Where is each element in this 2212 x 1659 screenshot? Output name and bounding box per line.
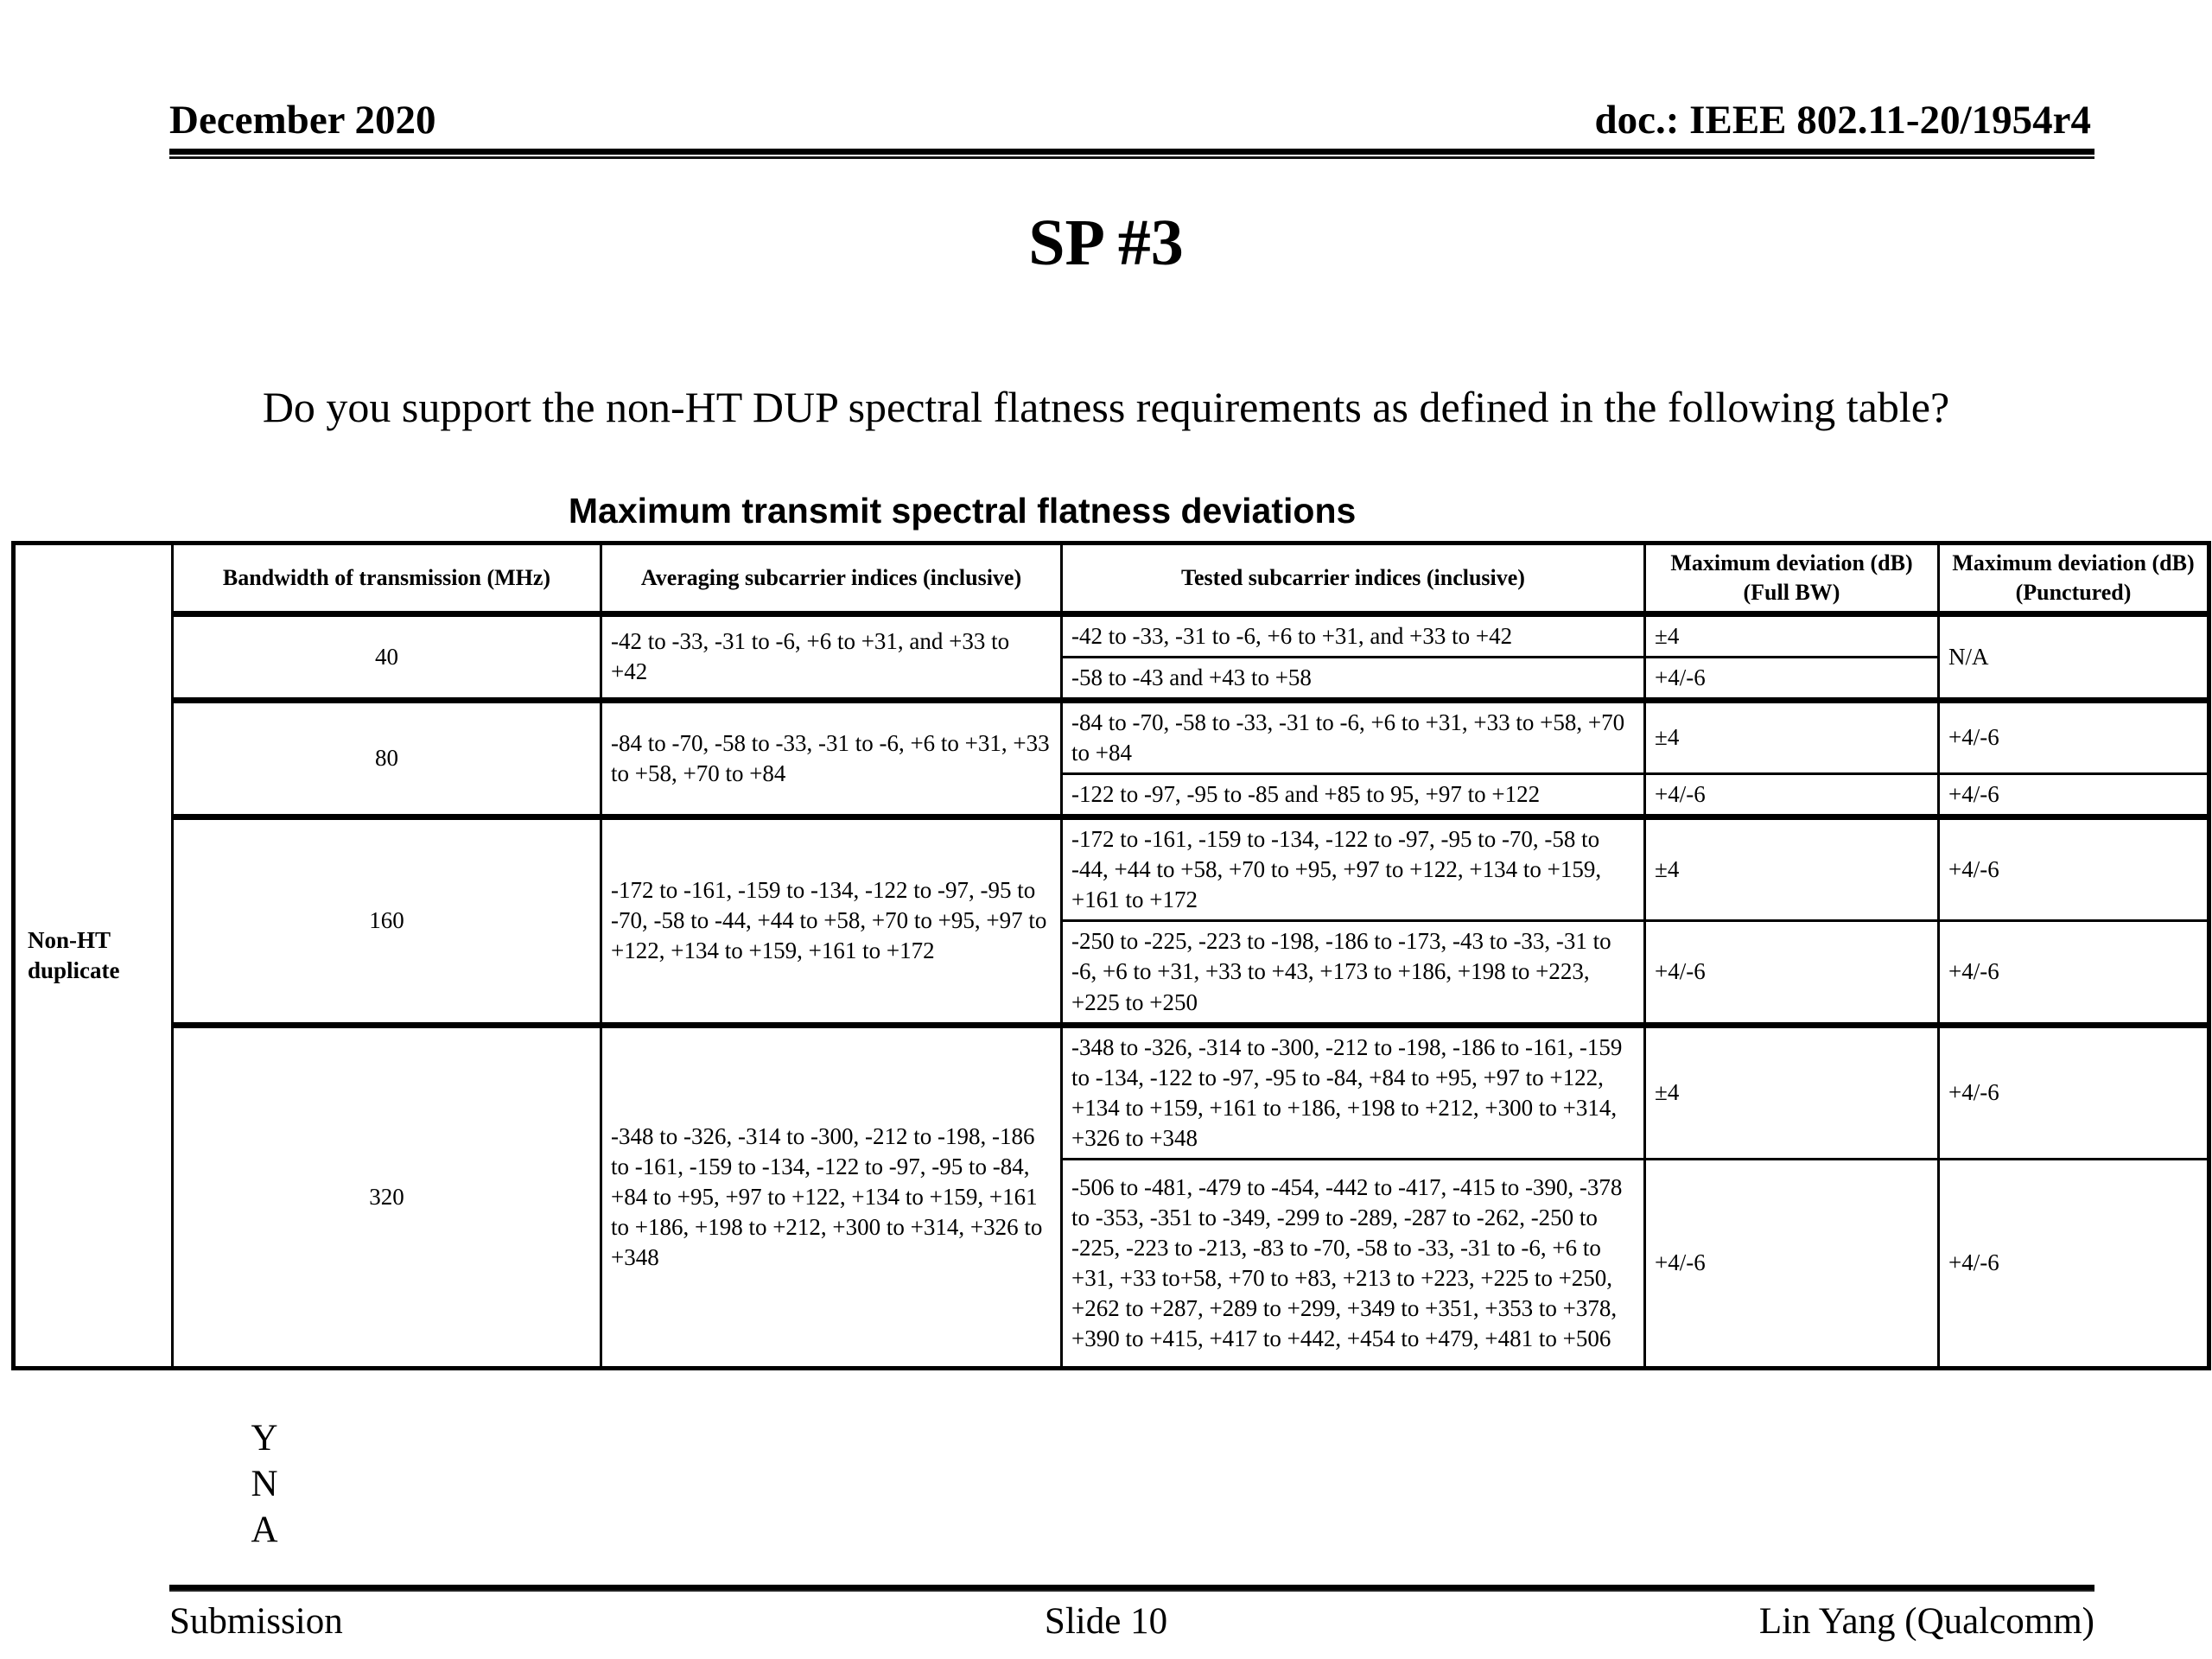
tested-80b: -122 to -97, -95 to -85 and +85 to 95, +97 to +122 [1062,773,1645,817]
option-yes: Y [251,1418,278,1459]
fullbw-160a: ±4 [1645,817,1939,921]
table-row [14,613,2209,657]
option-no: N [251,1464,278,1504]
table-row [14,817,2209,921]
punctured-80a: +4/-6 [1939,700,2209,773]
bandwidth-320: 320 [173,1025,601,1368]
col-header-maxdev-punctured: Maximum deviation (dB) (Punctured) [1939,543,2209,614]
punctured-160a: +4/-6 [1939,817,2209,921]
punctured-80b: +4/-6 [1939,773,2209,817]
tested-40a: -42 to -33, -31 to -6, +6 to +31, and +33 to +42 [1062,613,1645,657]
fullbw-160b: +4/-6 [1645,921,1939,1025]
bandwidth-160: 160 [173,817,601,1026]
spectral-flatness-table [11,541,2211,1370]
header-rule [169,149,2094,156]
fullbw-320a: ±4 [1645,1025,1939,1159]
option-abstain: A [251,1510,278,1550]
table-row [14,1025,2209,1159]
tested-320b: -506 to -481, -479 to -454, -442 to -417, -415 to -390, -378 to -353, -351 to -349, -299 to -289, -287 to -262, -250 to -225, -223 to -213, -83 to -70, -58 to -33, -31 to -6, +6 to +31, +33 to+58, +70 to +83, +213 to +223, +225 to +250, +262 to +287, +289 to +299, +349 to +351, +353 to +378, +390 to +415, +417 to +442, +454 to +479, +481 to +506 [1062,1160,1645,1369]
footer-author: Lin Yang (Qualcomm) [1758,1601,2094,1642]
header-date: December 2020 [169,98,436,143]
row-group-label: Non-HT duplicate [14,543,173,1369]
table-row [14,700,2209,773]
fullbw-40a: ±4 [1645,613,1939,657]
question-text: Do you support the non-HT DUP spectral flatness requirements as defined in the following table? [262,383,1950,431]
tested-320a: -348 to -326, -314 to -300, -212 to -198, -186 to -161, -159 to -134, -122 to -97, -95 to -84, +84 to +95, +97 to +122, +134 to +159, +161 to +186, +198 to +212, +300 to +314, +326 to +348 [1062,1025,1645,1159]
fullbw-80b: +4/-6 [1645,773,1939,817]
tested-80a: -84 to -70, -58 to -33, -31 to -6, +6 to +31, +33 to +58, +70 to +84 [1062,700,1645,773]
punctured-320a: +4/-6 [1939,1025,2209,1159]
col-header-averaging: Averaging subcarrier indices (inclusive) [601,543,1062,614]
col-header-bandwidth: Bandwidth of transmission (MHz) [173,543,601,614]
tested-160a: -172 to -161, -159 to -134, -122 to -97, -95 to -70, -58 to -44, +44 to +58, +70 to +95, +97 to +122, +134 to +159, +161 to +172 [1062,817,1645,921]
fullbw-40b: +4/-6 [1645,657,1939,700]
averaging-40: -42 to -33, -31 to -6, +6 to +31, and +33 to +42 [601,613,1062,700]
footer-rule [169,1585,2094,1590]
tested-160b: -250 to -225, -223 to -198, -186 to -173, -43 to -33, -31 to -6, +6 to +31, +33 to +43, +173 to +186, +198 to +223, +225 to +250 [1062,921,1645,1025]
fullbw-320b: +4/-6 [1645,1160,1939,1369]
bandwidth-80: 80 [173,700,601,817]
table-header-row [14,543,2209,614]
tested-40b: -58 to -43 and +43 to +58 [1062,657,1645,700]
footer-submission-label: Submission [169,1601,343,1642]
punctured-320b: +4/-6 [1939,1160,2209,1369]
col-header-maxdev-fullbw: Maximum deviation (dB) (Full BW) [1645,543,1939,614]
col-header-tested: Tested subcarrier indices (inclusive) [1062,543,1645,614]
table-caption: Maximum transmit spectral flatness deviations [568,491,1357,531]
averaging-80: -84 to -70, -58 to -33, -31 to -6, +6 to +31, +33 to +58, +70 to +84 [601,700,1062,817]
footer-slide-number: Slide 10 [1044,1601,1168,1642]
header-doc-number: doc.: IEEE 802.11-20/1954r4 [1594,98,2091,143]
punctured-40: N/A [1939,613,2209,700]
bandwidth-40: 40 [173,613,601,700]
vote-options [245,1415,284,1553]
averaging-320: -348 to -326, -314 to -300, -212 to -198, -186 to -161, -159 to -134, -122 to -97, -95 to -84, +84 to +95, +97 to +122, +134 to +159, +161 to +186, +198 to +212, +300 to +314, +326 to +348 [601,1025,1062,1368]
fullbw-80a: ±4 [1645,700,1939,773]
page-title: SP #3 [1028,207,1184,279]
punctured-160b: +4/-6 [1939,921,2209,1025]
averaging-160: -172 to -161, -159 to -134, -122 to -97, -95 to -70, -58 to -44, +44 to +58, +70 to +95, +97 to +122, +134 to +159, +161 to +172 [601,817,1062,1026]
